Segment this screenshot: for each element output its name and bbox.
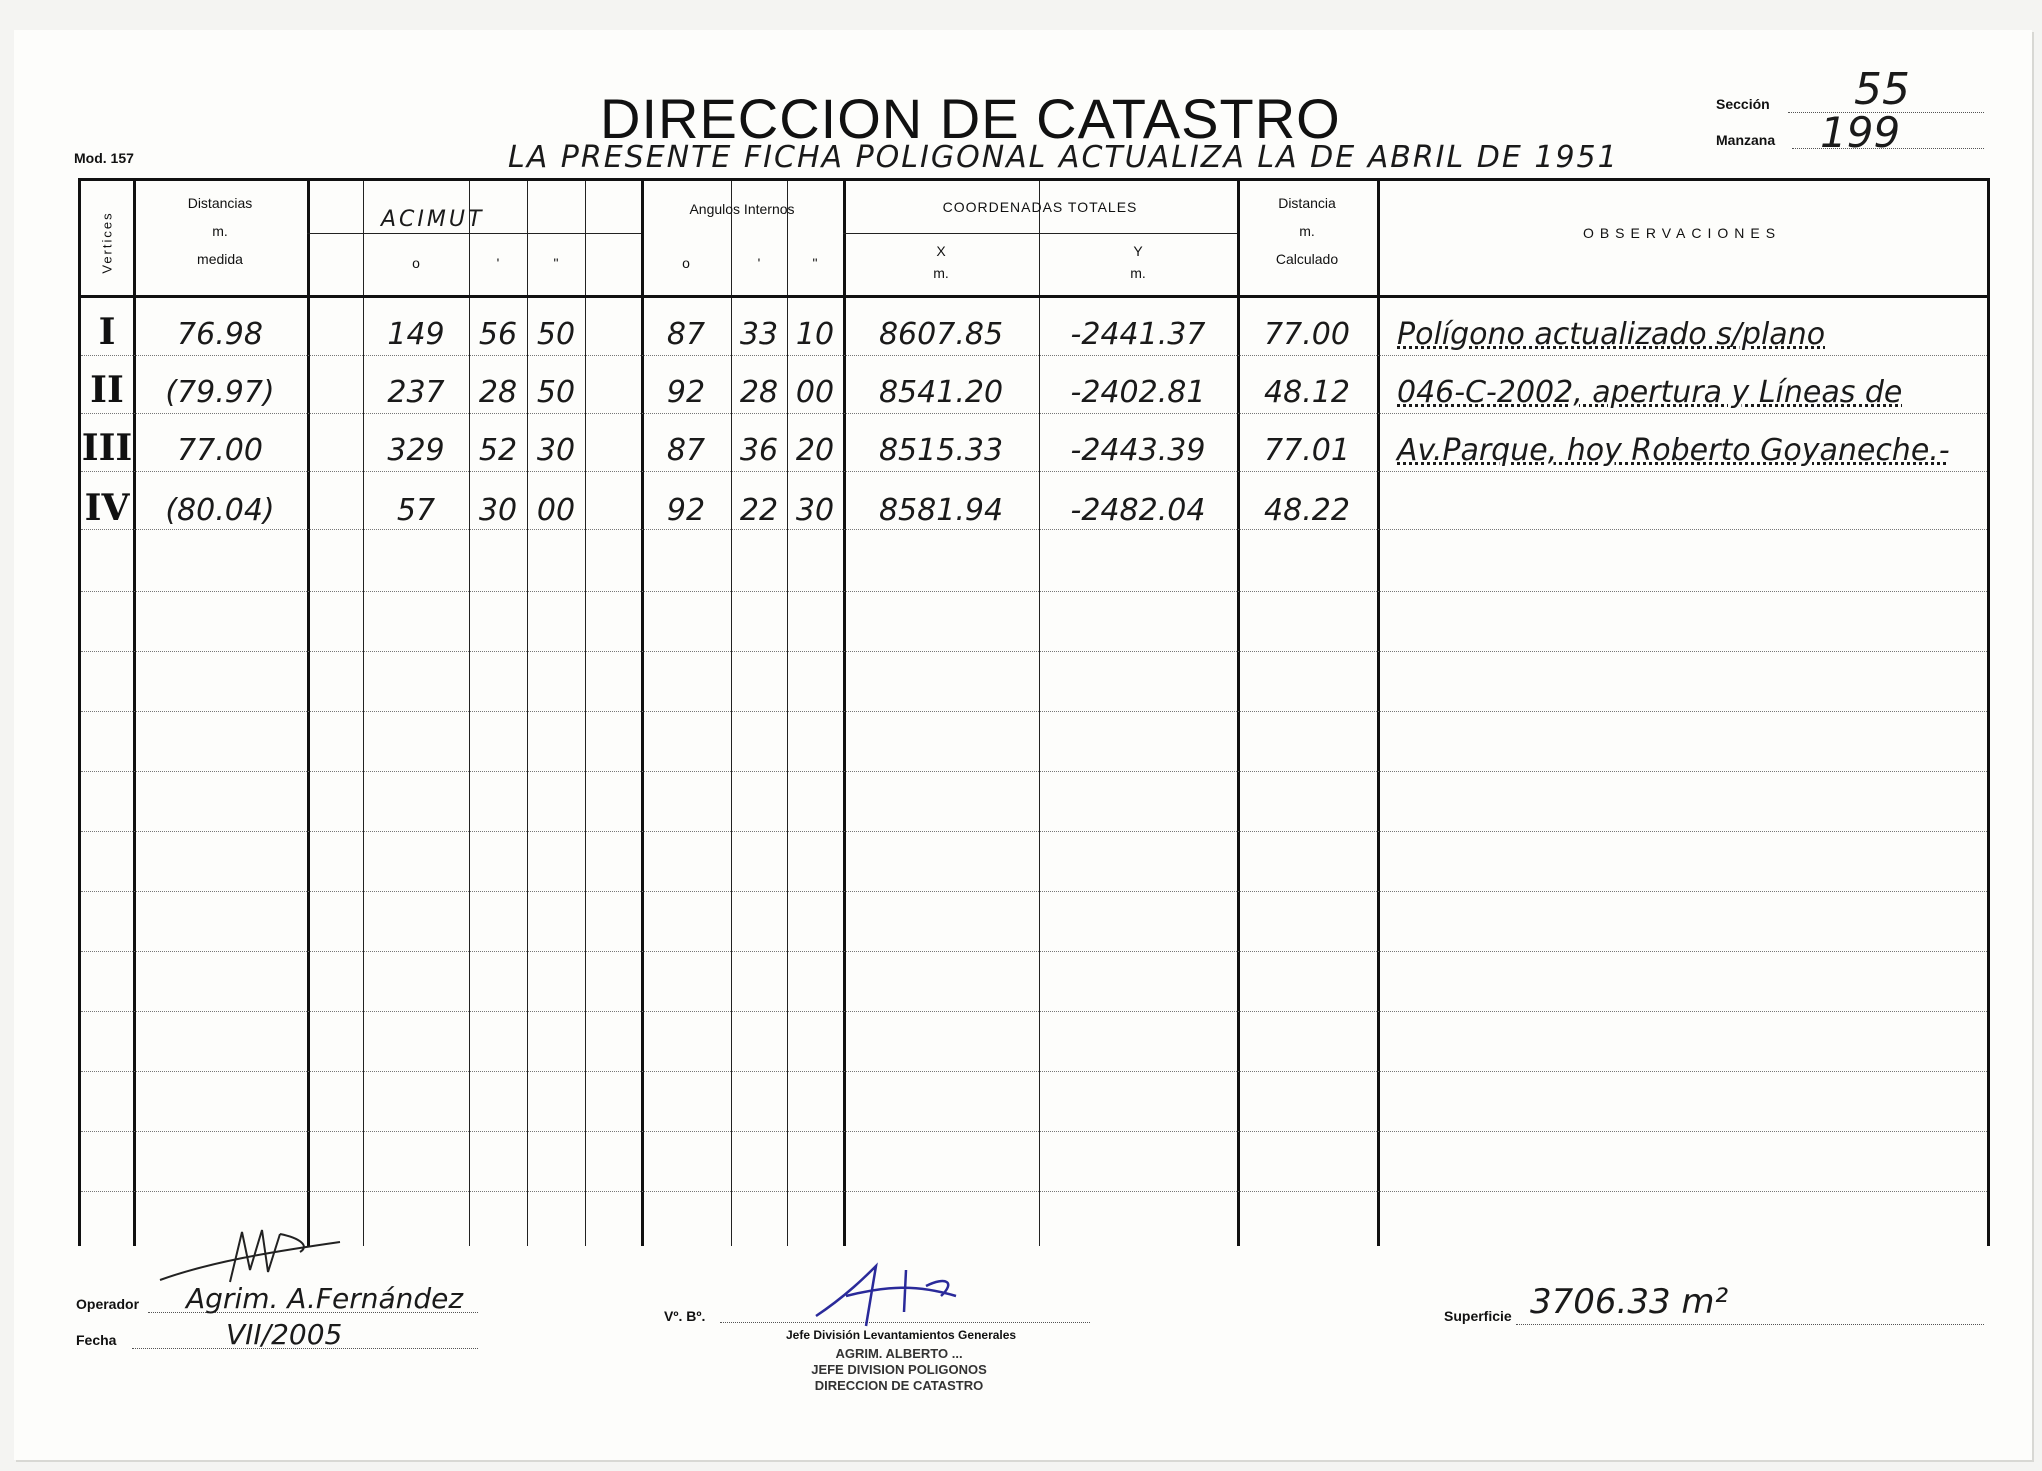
row-az-deg: 57 xyxy=(396,493,436,528)
col-observaciones: OBSERVACIONES xyxy=(1582,225,1782,241)
row-y: -2402.81 xyxy=(1070,375,1206,410)
row-an-min: 28 xyxy=(739,375,779,410)
manzana-value: 199 xyxy=(1820,108,1901,157)
row-az-min: 52 xyxy=(478,433,518,468)
col-coordenadas: COORDENADAS TOTALES xyxy=(942,199,1138,215)
angulos-deg: o xyxy=(682,255,690,271)
row-az-sec: 30 xyxy=(536,433,576,468)
col-acimut: ACIMUT xyxy=(381,207,485,232)
row-an-sec: 00 xyxy=(795,375,835,410)
angulos-min: ' xyxy=(757,255,761,271)
superficie-value: 3706.33 m² xyxy=(1530,1282,1729,1322)
row-az-min: 30 xyxy=(478,493,518,528)
row-vertex: II xyxy=(90,369,124,411)
row-an-sec: 10 xyxy=(795,317,835,352)
row-vertex: III xyxy=(81,427,133,469)
operador-label: Operador xyxy=(76,1296,140,1312)
row-dist: (79.97) xyxy=(165,375,275,410)
row-y: -2443.39 xyxy=(1070,433,1206,468)
row-az-min: 56 xyxy=(478,317,518,352)
row-az-sec: 50 xyxy=(536,375,576,410)
row-vertex: IV xyxy=(84,487,130,529)
vobo-signature xyxy=(806,1256,976,1336)
row-calc: 48.22 xyxy=(1264,493,1350,528)
row-y: -2482.04 xyxy=(1070,493,1206,528)
row-obs: Av.Parque, hoy Roberto Goyaneche.- xyxy=(1397,433,1950,468)
row-dist: 76.98 xyxy=(177,317,263,352)
model-number: Mod. 157 xyxy=(74,150,134,166)
row-x: 8541.20 xyxy=(878,375,1004,410)
row-an-min: 33 xyxy=(739,317,779,352)
row-calc: 77.00 xyxy=(1264,317,1350,352)
acimut-sec: " xyxy=(553,255,559,271)
seccion-value: 55 xyxy=(1854,64,1910,115)
row-x: 8515.33 xyxy=(878,433,1004,468)
row-an-deg: 87 xyxy=(666,433,706,468)
col-distancias: Distancias m. medida xyxy=(187,195,253,267)
fecha-value: VII/2005 xyxy=(226,1318,343,1351)
row-obs: Polígono actualizado s/plano xyxy=(1397,317,1826,352)
row-az-sec: 00 xyxy=(536,493,576,528)
row-an-sec: 20 xyxy=(795,433,835,468)
angulos-sec: " xyxy=(812,255,818,271)
jefe-label: Jefe División Levantamientos Generales xyxy=(786,1328,1017,1342)
subtitle: LA PRESENTE FICHA POLIGONAL ACTUALIZA LA DE ABRIL DE 1951 xyxy=(508,140,1619,175)
col-y: Y m. xyxy=(1130,243,1146,281)
row-vertex: I xyxy=(98,311,116,353)
col-x: X m. xyxy=(933,243,949,281)
col-angulos: Angulos Internos xyxy=(689,201,795,217)
official-stamp: AGRIM. ALBERTO ... JEFE DIVISION POLIGONOS DIRECCION DE CATASTRO xyxy=(811,1346,987,1393)
polygon-table xyxy=(78,178,1990,1246)
superficie-label: Superficie xyxy=(1444,1308,1512,1324)
operador-value: Agrim. A.Fernández xyxy=(186,1282,464,1315)
manzana-label: Manzana xyxy=(1716,132,1776,148)
row-dist: 77.00 xyxy=(177,433,263,468)
col-vertices: Vertices xyxy=(99,211,115,274)
row-an-sec: 30 xyxy=(795,493,835,528)
row-x: 8607.85 xyxy=(878,317,1004,352)
row-an-deg: 87 xyxy=(666,317,706,352)
row-an-min: 22 xyxy=(739,493,779,528)
seccion-label: Sección xyxy=(1716,96,1770,112)
acimut-deg: o xyxy=(412,255,420,271)
row-an-deg: 92 xyxy=(666,493,706,528)
row-az-min: 28 xyxy=(478,375,518,410)
row-obs: 046-C-2002, apertura y Líneas de xyxy=(1397,375,1903,410)
row-az-deg: 237 xyxy=(387,375,445,410)
row-az-deg: 149 xyxy=(387,317,445,352)
row-calc: 77.01 xyxy=(1264,433,1350,468)
acimut-min: ' xyxy=(496,255,500,271)
row-az-deg: 329 xyxy=(387,433,445,468)
row-an-min: 36 xyxy=(739,433,779,468)
row-y: -2441.37 xyxy=(1070,317,1206,352)
vobo-label: Vº. Bº. xyxy=(664,1308,706,1324)
page-title: DIRECCION DE CATASTRO xyxy=(600,87,1341,150)
row-calc: 48.12 xyxy=(1264,375,1350,410)
row-an-deg: 92 xyxy=(666,375,706,410)
col-distancia-calc: Distancia m. Calculado xyxy=(1275,195,1339,267)
fecha-label: Fecha xyxy=(76,1332,117,1348)
row-az-sec: 50 xyxy=(536,317,576,352)
row-x: 8581.94 xyxy=(878,493,1004,528)
row-dist: (80.04) xyxy=(165,493,275,528)
superficie-line xyxy=(1516,1324,1984,1325)
